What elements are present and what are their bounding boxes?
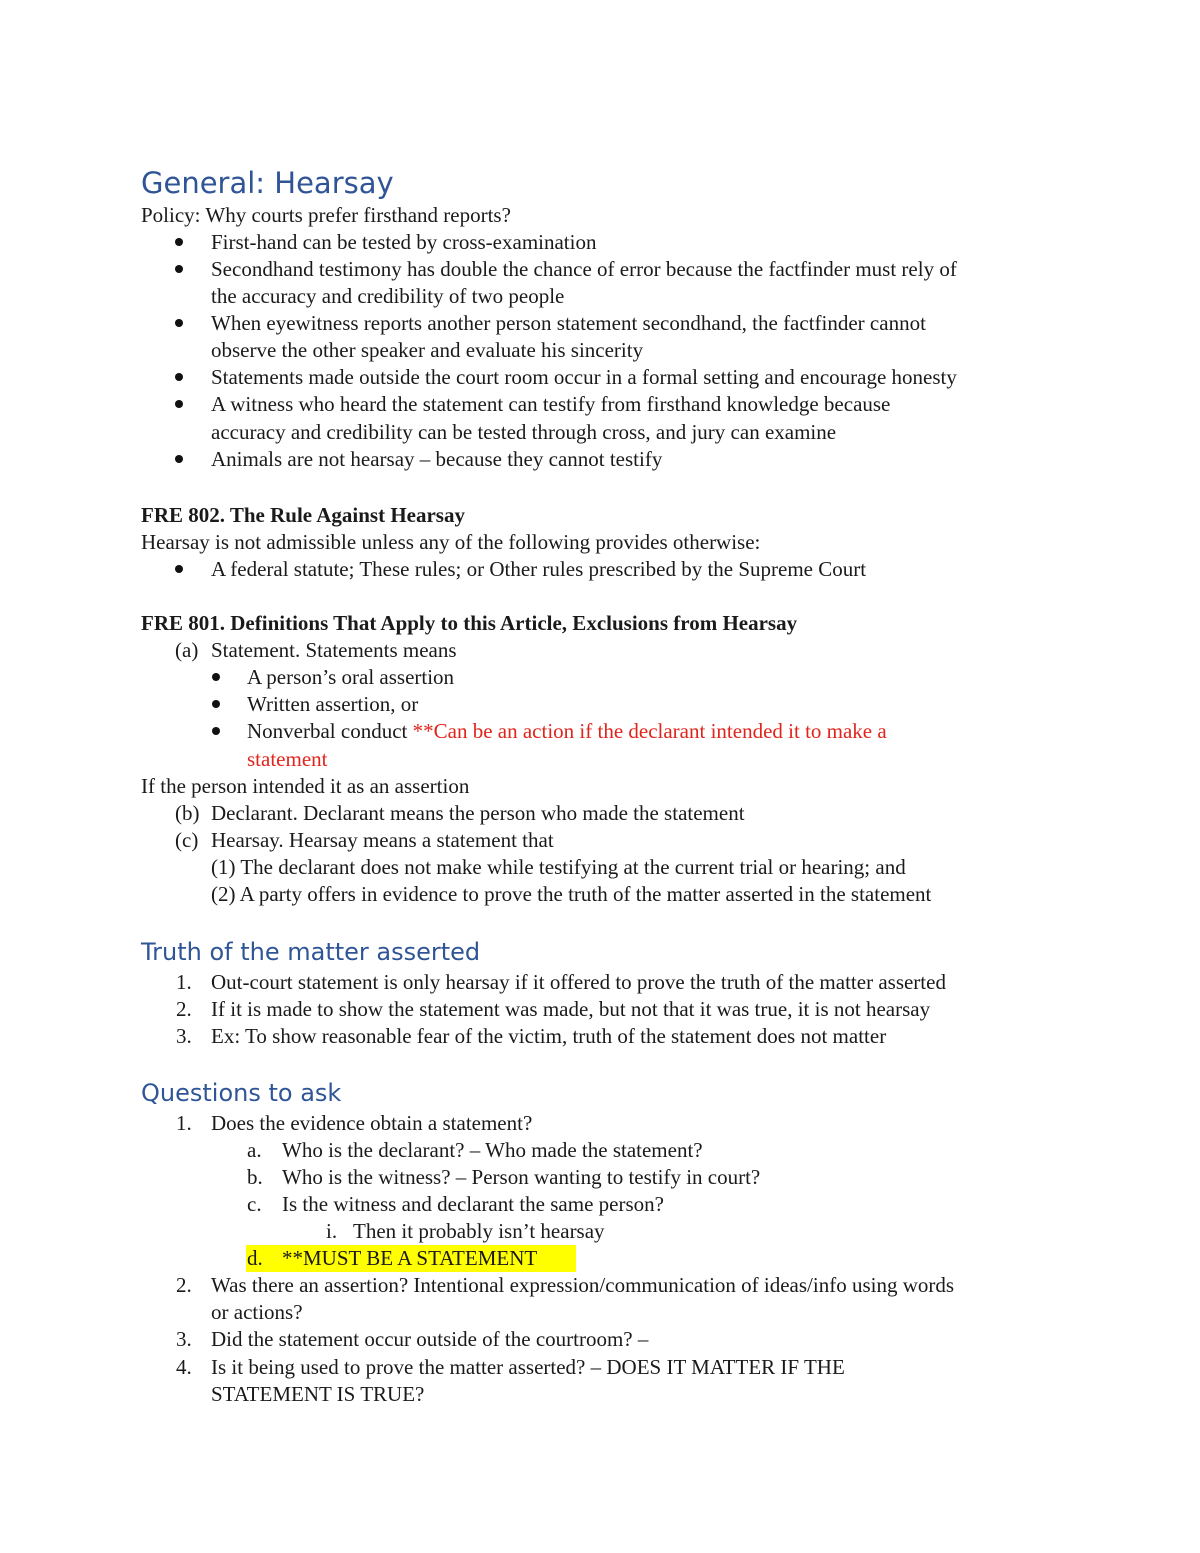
list-marker: (a): [175, 638, 199, 662]
fre801-a-bullet-nonverbal: [247, 718, 887, 745]
policy-bullet-continued: observe the other speaker and evaluate his sincerity: [211, 338, 644, 362]
policy-bullet: A witness who heard the statement can testify from firsthand knowledge because: [211, 392, 891, 416]
list-number: 2.: [176, 997, 192, 1021]
question-subitem: Who is the declarant? – Who made the statement?: [282, 1138, 703, 1162]
question-item-continued: or actions?: [211, 1300, 303, 1324]
list-number: 1.: [176, 1111, 192, 1135]
question-subitem: Is the witness and declarant the same person?: [282, 1192, 664, 1216]
policy-bullet: When eyewitness reports another person statement secondhand, the factfinder cannot: [211, 311, 926, 335]
bullet-icon: [175, 265, 183, 273]
question-item: Is it being used to prove the matter asserted? – DOES IT MATTER IF THE: [211, 1355, 845, 1379]
highlighted-statement: **MUST BE A STATEMENT: [282, 1246, 538, 1270]
bullet-icon: [175, 319, 183, 327]
bullet-icon: [212, 673, 220, 681]
bullet-icon: [175, 400, 183, 408]
question-item: Did the statement occur outside of the courtroom? –: [211, 1327, 649, 1351]
page-title: General: Hearsay: [141, 166, 394, 200]
policy-intro: Policy: Why courts prefer firsthand reports?: [141, 203, 511, 227]
fre801-b-text: Declarant. Declarant means the person who made the statement: [211, 801, 745, 825]
section-heading-questions: Questions to ask: [141, 1079, 342, 1107]
list-number: 1.: [176, 970, 192, 994]
fre801-heading: FRE 801. Definitions That Apply to this Article, Exclusions from Hearsay: [141, 611, 798, 635]
policy-bullet: Secondhand testimony has double the chance of error because the factfinder must rely of: [211, 257, 957, 281]
truth-item: If it is made to show the statement was made, but not that it was true, it is not hearsay: [211, 997, 931, 1021]
bullet-icon: [175, 455, 183, 463]
list-marker: (c): [175, 828, 199, 852]
question-subitem: Who is the witness? – Person wanting to testify in court?: [282, 1165, 761, 1189]
bullet-icon: [212, 727, 220, 735]
section-heading-truth: Truth of the matter asserted: [141, 938, 481, 966]
red-note-continued: statement: [247, 747, 328, 771]
fre801-a-bullet: A person’s oral assertion: [247, 665, 455, 689]
question-item: Does the evidence obtain a statement?: [211, 1111, 533, 1135]
list-marker: (b): [175, 801, 200, 825]
policy-bullet-continued: the accuracy and credibility of two people: [211, 284, 565, 308]
highlighted-line: [246, 1245, 576, 1272]
fre801-intent: If the person intended it as an assertion: [141, 774, 470, 798]
list-number: 2.: [176, 1273, 192, 1297]
policy-bullet: First-hand can be tested by cross-examination: [211, 230, 597, 254]
fre801-a-bullet: Written assertion, or: [247, 692, 419, 716]
fre801-c-text: Hearsay. Hearsay means a statement that: [211, 828, 554, 852]
question-item: Was there an assertion? Intentional expression/communication of ideas/info using words: [211, 1273, 955, 1297]
fre801-a-bullet-text: Nonverbal conduct: [247, 719, 413, 743]
question-subsubitem: Then it probably isn’t hearsay: [353, 1219, 605, 1243]
fre802-text: Hearsay is not admissible unless any of the following provides otherwise:: [141, 530, 761, 554]
list-letter: b.: [247, 1165, 263, 1189]
list-roman: i.: [326, 1219, 338, 1243]
question-item-continued: STATEMENT IS TRUE?: [211, 1382, 425, 1406]
bullet-icon: [175, 373, 183, 381]
list-number: 3.: [176, 1327, 192, 1351]
policy-bullet: Animals are not hearsay – because they cannot testify: [211, 447, 663, 471]
bullet-icon: [175, 238, 183, 246]
truth-item: Ex: To show reasonable fear of the victim, truth of the statement does not matter: [211, 1024, 887, 1048]
list-number: 4.: [176, 1355, 192, 1379]
bullet-icon: [175, 565, 183, 573]
policy-bullet-continued: accuracy and credibility can be tested through cross, and jury can examine: [211, 420, 837, 444]
bullet-icon: [212, 700, 220, 708]
fre801-a-text: Statement. Statements means: [211, 638, 457, 662]
policy-bullet: Statements made outside the court room occur in a formal setting and encourage honesty: [211, 365, 957, 389]
fre802-heading: FRE 802. The Rule Against Hearsay: [141, 503, 465, 527]
list-letter: d.: [247, 1246, 263, 1270]
fre801-c2: (2) A party offers in evidence to prove the truth of the matter asserted in the statement: [211, 882, 932, 906]
truth-item: Out-court statement is only hearsay if it offered to prove the truth of the matter asserted: [211, 970, 946, 994]
fre801-c1: (1) The declarant does not make while testifying at the current trial or hearing; and: [211, 855, 906, 879]
list-number: 3.: [176, 1024, 192, 1048]
red-note: **Can be an action if the declarant intended it to make a: [412, 719, 887, 743]
list-letter: c.: [247, 1192, 262, 1216]
fre802-bullet: A federal statute; These rules; or Other rules prescribed by the Supreme Court: [211, 557, 867, 581]
list-letter: a.: [247, 1138, 262, 1162]
